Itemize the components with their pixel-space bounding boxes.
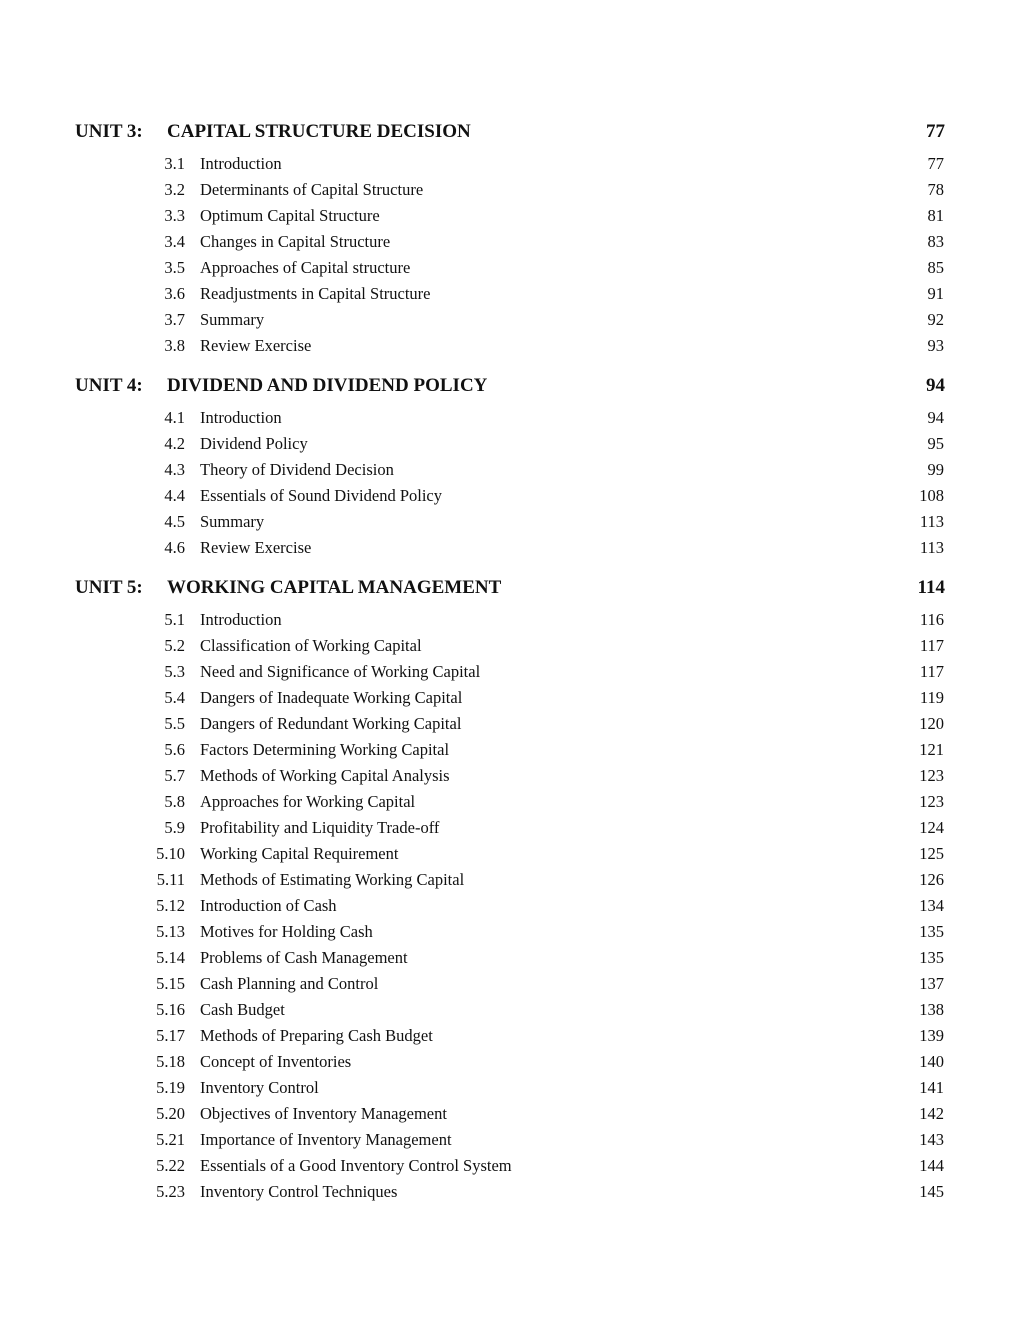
toc-entry xyxy=(0,841,1020,867)
entry-page-number: 83 xyxy=(927,232,944,251)
toc-entry xyxy=(0,997,1020,1023)
entry-page-number: 144 xyxy=(919,1156,944,1175)
toc-entry xyxy=(0,405,1020,431)
entry-page-number: 94 xyxy=(927,408,944,427)
entry-page-number: 134 xyxy=(919,896,944,915)
entry-title: Working Capital Requirement xyxy=(200,844,399,863)
toc-entry xyxy=(0,483,1020,509)
entry-page-number: 145 xyxy=(919,1182,944,1201)
entry-title: Introduction xyxy=(200,408,282,427)
entry-title: Cash Planning and Control xyxy=(200,974,379,993)
entry-title: Problems of Cash Management xyxy=(200,948,408,967)
toc-entry xyxy=(0,177,1020,203)
entry-page-number: 92 xyxy=(927,310,944,329)
entry-title: Need and Significance of Working Capital xyxy=(200,662,481,681)
toc-entry xyxy=(0,607,1020,633)
entry-page-number: 123 xyxy=(919,792,944,811)
entry-number: 3.8 xyxy=(164,336,185,355)
entry-number: 3.7 xyxy=(164,310,185,329)
toc-entry xyxy=(0,945,1020,971)
entry-number: 3.3 xyxy=(164,206,185,225)
toc-entry xyxy=(0,1127,1020,1153)
entry-number: 5.4 xyxy=(164,688,185,707)
toc-entry xyxy=(0,789,1020,815)
unit-page-number: 94 xyxy=(926,375,945,396)
entry-page-number: 137 xyxy=(919,974,944,993)
entry-title: Summary xyxy=(200,310,265,329)
entry-title: Cash Budget xyxy=(200,1000,285,1019)
entry-title: Summary xyxy=(200,512,265,531)
toc-unit xyxy=(0,574,1020,1205)
toc-entry xyxy=(0,815,1020,841)
entry-number: 5.11 xyxy=(156,870,185,889)
unit-entry-list xyxy=(0,151,1020,359)
entry-page-number: 78 xyxy=(927,180,944,199)
entry-title: Optimum Capital Structure xyxy=(200,206,380,225)
entry-number: 5.17 xyxy=(156,1026,185,1045)
entry-title: Approaches for Working Capital xyxy=(200,792,416,811)
entry-title: Concept of Inventories xyxy=(200,1052,352,1071)
entry-page-number: 113 xyxy=(919,538,944,557)
entry-number: 5.5 xyxy=(164,714,185,733)
unit-title: WORKING CAPITAL MANAGEMENT xyxy=(167,577,502,598)
toc-entry xyxy=(0,737,1020,763)
toc-entry xyxy=(0,1049,1020,1075)
entry-number: 5.10 xyxy=(156,844,185,863)
toc-entry xyxy=(0,633,1020,659)
entry-page-number: 85 xyxy=(927,258,944,277)
entry-title: Review Exercise xyxy=(200,538,312,557)
unit-label: UNIT 4: xyxy=(75,375,143,396)
entry-page-number: 143 xyxy=(919,1130,944,1149)
entry-number: 3.5 xyxy=(164,258,185,277)
entry-title: Determinants of Capital Structure xyxy=(200,180,424,199)
entry-title: Methods of Preparing Cash Budget xyxy=(200,1026,433,1045)
unit-label: UNIT 3: xyxy=(75,121,143,142)
toc-entry xyxy=(0,229,1020,255)
entry-number: 4.1 xyxy=(164,408,185,427)
entry-title: Methods of Working Capital Analysis xyxy=(200,766,450,785)
toc-entry xyxy=(0,919,1020,945)
entry-number: 4.5 xyxy=(164,512,185,531)
entry-number: 5.22 xyxy=(156,1156,185,1175)
unit-heading xyxy=(0,118,1020,146)
entry-number: 5.16 xyxy=(156,1000,185,1019)
entry-number: 4.3 xyxy=(164,460,185,479)
unit-entry-list xyxy=(0,405,1020,561)
toc-entry xyxy=(0,1179,1020,1205)
entry-number: 5.8 xyxy=(164,792,185,811)
unit-title: CAPITAL STRUCTURE DECISION xyxy=(167,121,471,142)
toc-entry xyxy=(0,281,1020,307)
entry-number: 5.1 xyxy=(164,610,185,629)
entry-title: Objectives of Inventory Management xyxy=(200,1104,447,1123)
toc-entry xyxy=(0,307,1020,333)
entry-page-number: 124 xyxy=(919,818,944,837)
entry-title: Essentials of Sound Dividend Policy xyxy=(200,486,442,505)
entry-page-number: 140 xyxy=(919,1052,944,1071)
entry-page-number: 113 xyxy=(919,512,944,531)
toc-unit xyxy=(0,372,1020,561)
entry-title: Introduction of Cash xyxy=(200,896,337,915)
entry-number: 5.21 xyxy=(156,1130,185,1149)
entry-number: 4.6 xyxy=(164,538,185,557)
entry-number: 5.3 xyxy=(164,662,185,681)
unit-label: UNIT 5: xyxy=(75,577,143,598)
table-of-contents xyxy=(0,118,1020,1218)
entry-page-number: 93 xyxy=(927,336,944,355)
entry-title: Essentials of a Good Inventory Control System xyxy=(200,1156,512,1175)
entry-title: Introduction xyxy=(200,610,282,629)
entry-title: Classification of Working Capital xyxy=(200,636,422,655)
toc-entry xyxy=(0,711,1020,737)
entry-number: 5.23 xyxy=(156,1182,185,1201)
entry-title: Review Exercise xyxy=(200,336,312,355)
toc-entry xyxy=(0,1101,1020,1127)
entry-title: Inventory Control xyxy=(200,1078,319,1097)
entry-page-number: 123 xyxy=(919,766,944,785)
toc-entry xyxy=(0,509,1020,535)
entry-page-number: 126 xyxy=(919,870,944,889)
toc-entry xyxy=(0,1075,1020,1101)
entry-title: Inventory Control Techniques xyxy=(200,1182,398,1201)
entry-number: 5.19 xyxy=(156,1078,185,1097)
entry-page-number: 99 xyxy=(927,460,944,479)
toc-entry xyxy=(0,535,1020,561)
entry-title: Readjustments in Capital Structure xyxy=(200,284,431,303)
entry-page-number: 121 xyxy=(919,740,944,759)
entry-number: 3.1 xyxy=(164,154,185,173)
entry-number: 3.6 xyxy=(164,284,185,303)
entry-number: 5.2 xyxy=(164,636,185,655)
entry-page-number: 77 xyxy=(927,154,944,173)
entry-number: 5.14 xyxy=(156,948,185,967)
entry-number: 5.9 xyxy=(164,818,185,837)
toc-entry xyxy=(0,659,1020,685)
entry-page-number: 138 xyxy=(919,1000,944,1019)
entry-number: 5.12 xyxy=(156,896,185,915)
entry-title: Motives for Holding Cash xyxy=(200,922,373,941)
entry-number: 4.2 xyxy=(164,434,185,453)
entry-number: 3.2 xyxy=(164,180,185,199)
entry-page-number: 135 xyxy=(919,922,944,941)
entry-title: Methods of Estimating Working Capital xyxy=(200,870,465,889)
entry-page-number: 141 xyxy=(919,1078,944,1097)
toc-entry xyxy=(0,893,1020,919)
entry-page-number: 139 xyxy=(919,1026,944,1045)
entry-page-number: 81 xyxy=(927,206,944,225)
toc-entry xyxy=(0,203,1020,229)
entry-page-number: 108 xyxy=(919,486,944,505)
entry-number: 3.4 xyxy=(164,232,185,251)
unit-heading xyxy=(0,574,1020,602)
entry-title: Importance of Inventory Management xyxy=(200,1130,452,1149)
toc-entry xyxy=(0,1153,1020,1179)
entry-number: 4.4 xyxy=(164,486,185,505)
toc-entry xyxy=(0,333,1020,359)
unit-title: DIVIDEND AND DIVIDEND POLICY xyxy=(167,375,488,396)
entry-page-number: 117 xyxy=(919,662,944,681)
entry-title: Profitability and Liquidity Trade-off xyxy=(200,818,440,837)
unit-entry-list xyxy=(0,607,1020,1205)
entry-number: 5.18 xyxy=(156,1052,185,1071)
toc-entry xyxy=(0,685,1020,711)
entry-page-number: 142 xyxy=(919,1104,944,1123)
entry-title: Dangers of Inadequate Working Capital xyxy=(200,688,463,707)
entry-number: 5.20 xyxy=(156,1104,185,1123)
toc-entry xyxy=(0,1023,1020,1049)
entry-page-number: 91 xyxy=(927,284,944,303)
toc-entry xyxy=(0,255,1020,281)
entry-title: Dangers of Redundant Working Capital xyxy=(200,714,462,733)
toc-entry xyxy=(0,151,1020,177)
toc-unit xyxy=(0,118,1020,359)
entry-title: Dividend Policy xyxy=(200,434,308,453)
entry-number: 5.13 xyxy=(156,922,185,941)
entry-page-number: 125 xyxy=(919,844,944,863)
entry-page-number: 95 xyxy=(927,434,944,453)
entry-page-number: 116 xyxy=(919,610,944,629)
unit-heading xyxy=(0,372,1020,400)
entry-number: 5.7 xyxy=(164,766,185,785)
unit-page-number: 77 xyxy=(926,121,945,142)
toc-entry xyxy=(0,971,1020,997)
toc-entry xyxy=(0,431,1020,457)
toc-entry xyxy=(0,763,1020,789)
entry-title: Changes in Capital Structure xyxy=(200,232,391,251)
entry-page-number: 135 xyxy=(919,948,944,967)
entry-title: Factors Determining Working Capital xyxy=(200,740,450,759)
unit-page-number: 114 xyxy=(917,577,945,598)
entry-page-number: 119 xyxy=(919,688,944,707)
toc-entry xyxy=(0,457,1020,483)
toc-entry xyxy=(0,867,1020,893)
entry-title: Introduction xyxy=(200,154,282,173)
entry-page-number: 120 xyxy=(919,714,944,733)
entry-title: Approaches of Capital structure xyxy=(200,258,411,277)
entry-number: 5.15 xyxy=(156,974,185,993)
entry-page-number: 117 xyxy=(919,636,944,655)
entry-number: 5.6 xyxy=(164,740,185,759)
entry-title: Theory of Dividend Decision xyxy=(200,460,394,479)
